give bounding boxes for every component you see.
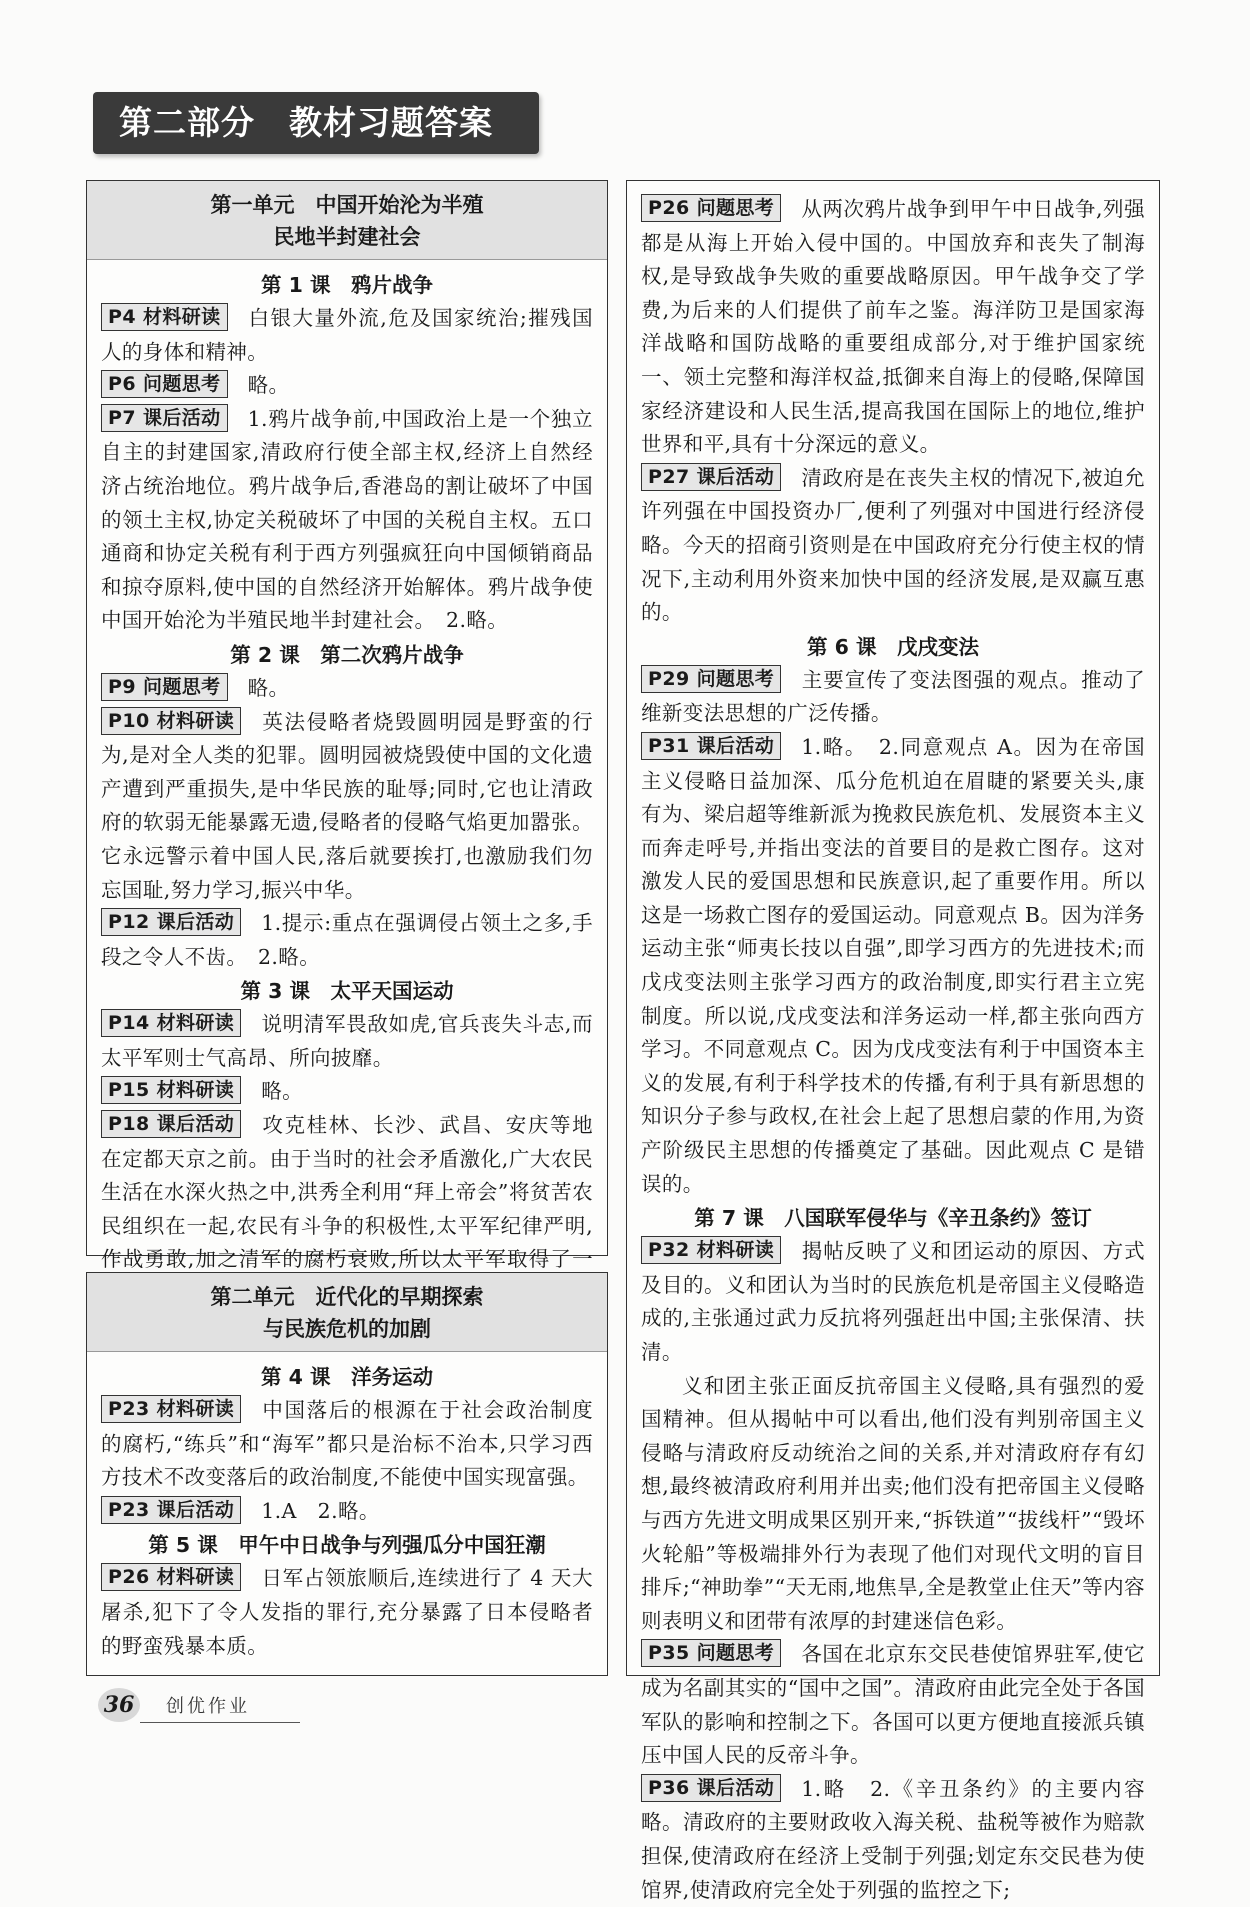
answer-tag: P14 材料研读 [101, 1009, 241, 1037]
answer-text: 攻克桂林、长沙、武昌、安庆等地在定都天京之前。由于当时的社会矛盾激化,广大农民生活在水深火热之中,洪秀全利用“拜上帝会”将贫苦农民组织在一起,农民有斗争的积极性,太平军纪律严明,作战勇敢,加之清军的腐朽衰败,所以太平军取得了一 [101, 1113, 593, 1272]
answer-p12 [101, 907, 593, 974]
answer-text: 主要宣传了变法图强的观点。推动了维新变法思想的广泛传播。 [641, 667, 1145, 726]
unit2-heading-line1: 第二单元 近代化的早期探索 [210, 1284, 484, 1309]
answer-p29 [641, 664, 1145, 731]
answer-p23-reading [101, 1394, 593, 1495]
unit2-heading-line2: 与民族危机的加剧 [263, 1316, 431, 1341]
answer-tag: P29 问题思考 [641, 665, 781, 693]
answer-text: 略。 [247, 373, 290, 398]
answer-tag: P7 课后活动 [101, 404, 228, 432]
answer-p7 [101, 403, 593, 638]
answer-text: 1.A 2.略。 [261, 1498, 380, 1523]
answer-text: 揭帖反映了义和团运动的原因、方式及目的。义和团认为当时的民族危机是帝国主义侵略造成的,主张通过武力反抗将列强赶出中国;主张保清、扶清。 [641, 1239, 1145, 1364]
answer-text: 清政府是在丧失主权的情况下,被迫允许列强在中国投资办厂,便利了列强对中国进行经济侵略。今天的招商引资则是在中国政府充分行使主权的情况下,主动利用外资来加快中国的经济发展,是双赢互惠的。 [641, 465, 1145, 625]
footer-divider [140, 1722, 300, 1723]
answer-p10 [101, 706, 593, 908]
answer-tag: P18 课后活动 [101, 1110, 241, 1138]
answer-text: 从两次鸦片战争到甲午中日战争,列强都是从海上开始入侵中国的。中国放弃和丧失了制海权,是导致战争失败的重要战略原因。甲午战争交了学费,为后来的人们提供了前车之鉴。海洋防卫是国家海洋战略和国防战略的重要组成部分,对于维护国家统一、领土完整和海洋权益,抵御来自海上的侵略,保障国家经济建设和人民生活,提高我国在国际上的地位,维护世界和平,具有十分深远的意义。 [641, 197, 1145, 457]
answer-text: 略。 [247, 675, 290, 700]
page-number: 36 [98, 1688, 140, 1722]
unit1-heading-line2: 民地半封建社会 [273, 224, 421, 249]
unit1-heading-line1: 第一单元 中国开始沦为半殖 [210, 192, 484, 217]
answer-tag: P35 问题思考 [641, 1639, 781, 1667]
answer-tag: P6 问题思考 [101, 370, 228, 398]
answer-tag: P27 课后活动 [641, 463, 781, 491]
answer-p9 [101, 672, 593, 706]
answer-text: 1.略。 2.同意观点 A。因为在帝国主义侵略日益加深、瓜分危机迫在眉睫的紧要关头,康有为、梁启超等维新派为挽救民族危机、发展资本主义而奔走呼号,并指出变法的首要目的是救亡图存。这对激发人民的爱国思想和民族意识,起了重要作用。所以这是一场救亡图存的爱国运动。同意观点 B。因为洋务运动主张“师夷长技以自强”,即学习西方的先进技术;而戊戌变法则主张学习西方的政治制度,即实行君主立宪制度。所以说,戊戌变法和洋务运动一样,都主张向西方学习。不同意观点 C。因为戊戌变法有利于中国资本主义的发展,有利于科学技术的传播,有利于具有新思想的知识分子参与政权,在社会上起了思想启蒙的作用,为资产阶级民主思想的传播奠定了基础。因此观点 C 是错误的。 [641, 734, 1145, 1196]
answer-text: 英法侵略者烧毁圆明园是野蛮的行为,是对全人类的犯罪。圆明园被烧毁使中国的文化遗产遭到严重损失,是中华民族的耻辱;同时,它也让清政府的软弱无能暴露无遗,侵略者的侵略气焰更加嚣张。它永远警示着中国人民,落后就要挨打,也激励我们勿忘国耻,努力学习,振兴中华。 [101, 709, 593, 902]
answer-tag: P15 材料研读 [101, 1076, 241, 1104]
answer-p6 [101, 369, 593, 403]
answer-p15 [101, 1075, 593, 1109]
answer-tag: P26 材料研读 [101, 1563, 241, 1591]
answer-p32-continued: 义和团主张正面反抗帝国主义侵略,具有强烈的爱国精神。但从揭帖中可以看出,他们没有判别帝国主义侵略与清政府反动统治之间的关系,并对清政府存有幻想,最终被清政府利用并出卖;他们没有把帝国主义侵略与西方先进文明成果区别开来,“拆铁道”“拔线杆”“毁坏火轮船”等极端排外行为表现了他们对现代文明的盲目排斥;“神助拳”“天无雨,地焦旱,全是教堂止住天”等内容则表明义和团带有浓厚的封建迷信色彩。 [641, 1373, 1145, 1633]
part-title: 第二部分 教材习题答案 [93, 92, 539, 154]
lesson-3-title: 第 3 课 太平天国运动 [240, 979, 454, 1004]
book-name: 创优作业 [166, 1696, 250, 1717]
unit1-heading [87, 181, 607, 260]
answer-text: 说明清军畏敌如虎,官兵丧失斗志,而太平军则士气高昂、所向披靡。 [101, 1012, 593, 1070]
answer-tag: P31 课后活动 [641, 732, 781, 760]
answer-p26-question [641, 193, 1145, 462]
lesson-7-title: 第 7 课 八国联军侵华与《辛丑条约》签订 [694, 1206, 1092, 1231]
answer-tag: P23 课后活动 [101, 1496, 241, 1524]
answer-tag: P9 问题思考 [101, 673, 228, 701]
unit2-heading [87, 1273, 607, 1352]
answer-p36 [641, 1773, 1145, 1907]
answer-p26-reading [101, 1562, 593, 1663]
answer-text: 略。 [261, 1079, 303, 1104]
answer-tag: P23 材料研读 [101, 1395, 241, 1423]
lesson-5-title: 第 5 课 甲午中日战争与列强瓜分中国狂潮 [148, 1533, 546, 1558]
answer-tag: P26 问题思考 [641, 194, 781, 222]
lesson-6-title: 第 6 课 戊戌变法 [806, 634, 980, 659]
answer-text: 1.略 2.《辛丑条约》的主要内容略。清政府的主要财政收入海关税、盐税等被作为赔款担保,使清政府在经济上受制于列强;划定东交民巷为使馆界,使清政府完全处于列强的监控之下; [641, 1776, 1145, 1902]
answer-tag: P10 材料研读 [101, 707, 241, 735]
answer-p35 [641, 1638, 1145, 1772]
answer-tag: P4 材料研读 [101, 303, 228, 331]
answer-text: 各国在北京东交民巷使馆界驻军,使它成为名副其实的“国中之国”。清政府由此完全处于各国军队的影响和控制之下。各国可以更方便地直接派兵镇压中国人民的反帝斗争。 [641, 1642, 1145, 1768]
answer-text: 中国落后的根源在于社会政治制度的腐朽,“练兵”和“海军”都只是治标不治本,只学习西方技术不改变落后的政治制度,不能使中国实现富强。 [101, 1398, 593, 1490]
answer-tag: P12 课后活动 [101, 908, 241, 936]
unit2-box [86, 1272, 608, 1676]
answer-tag: P36 课后活动 [641, 1774, 781, 1802]
answer-text: 白银大量外流,危及国家统治;摧残国人的身体和精神。 [101, 306, 593, 364]
answer-text: 日军占领旅顺后,连续进行了 4 天大屠杀,犯下了令人发指的罪行,充分暴露了日本侵略者的野蛮残暴本质。 [101, 1566, 593, 1658]
lesson-1-title: 第 1 课 鸦片战争 [260, 273, 434, 297]
answer-p32 [641, 1235, 1145, 1369]
answer-tag: P32 材料研读 [641, 1236, 781, 1264]
answer-p14 [101, 1008, 593, 1075]
lesson-4-title: 第 4 课 洋务运动 [260, 1365, 434, 1389]
right-column-box [626, 180, 1160, 1902]
lesson-2-title: 第 2 课 第二次鸦片战争 [230, 642, 464, 667]
answer-p27 [641, 462, 1145, 630]
answer-p31 [641, 731, 1145, 1201]
answer-text: 1.鸦片战争前,中国政治上是一个独立自主的封建国家,清政府行使全部主权,经济上自然经济占统治地位。鸦片战争后,香港岛的割让破坏了中国的领土主权,协定关税破坏了中国的关税自主权。五口通商和协定关税有利于西方列强疯狂向中国倾销商品和掠夺原料,使中国的自然经济开始解体。鸦片战争使中国开始沦为半殖民地半封建社会。 2.略。 [101, 406, 593, 633]
answer-text: 1.提示:重点在强调侵占领土之多,手段之令人不齿。 2.略。 [101, 911, 593, 969]
answer-p4 [101, 302, 593, 369]
unit1-box [86, 180, 608, 1272]
answer-p23-activity [101, 1495, 593, 1529]
